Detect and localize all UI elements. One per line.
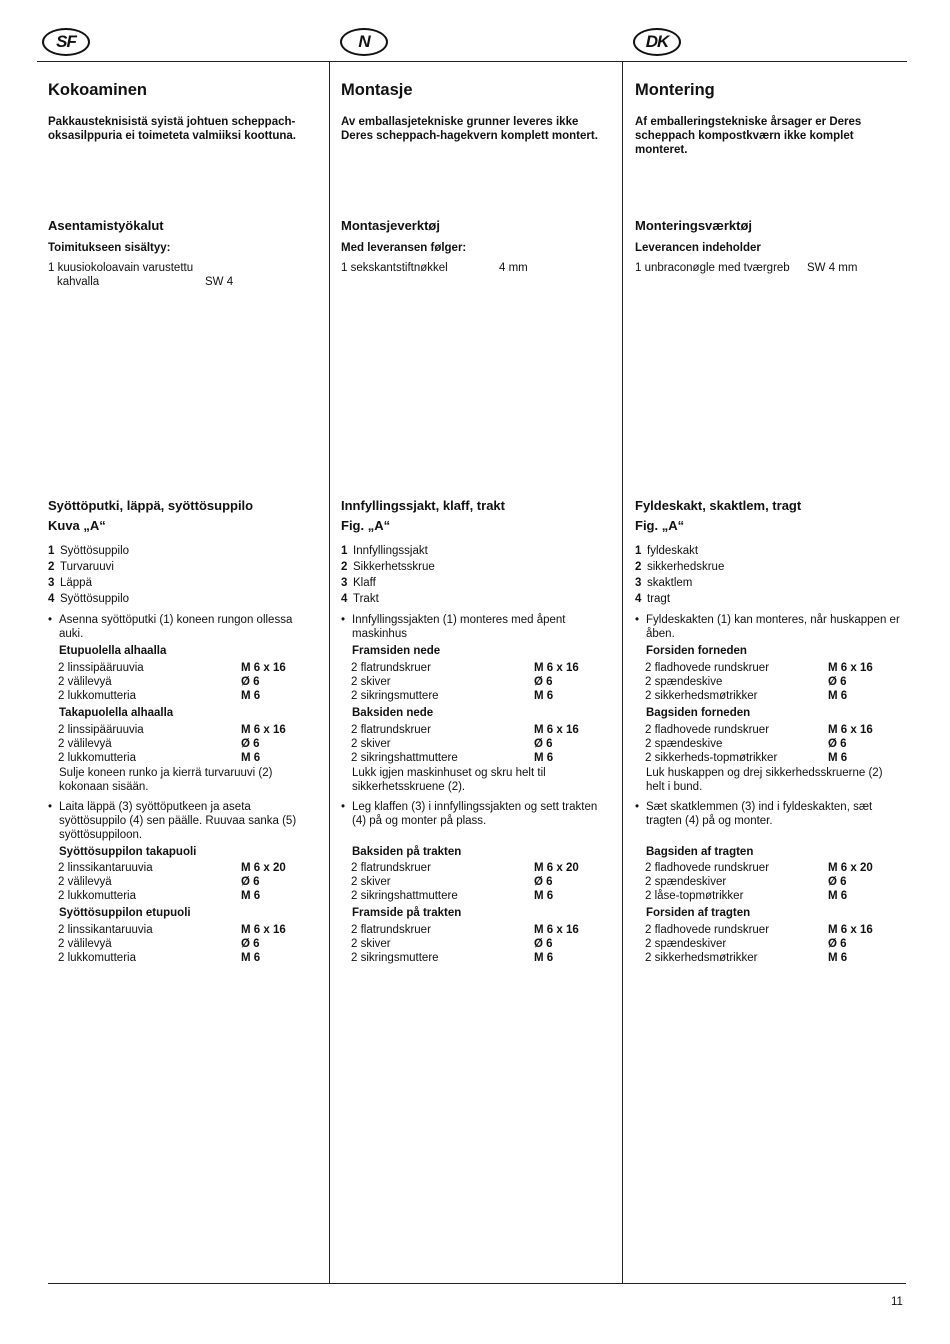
- spec-value: M 6 x 16: [534, 724, 579, 736]
- list-item: [341, 591, 435, 607]
- spec-row: [635, 923, 905, 937]
- spec-row: [635, 737, 905, 751]
- spec-row: [341, 723, 611, 737]
- bullet-dot: •: [635, 614, 640, 626]
- spec-row: [48, 951, 318, 965]
- spec-value: M 6 x 16: [241, 662, 286, 674]
- part-number: 2: [341, 561, 348, 573]
- instruction-text: Leg klaffen (3) i innfyllingssjakten og sett trakten (4) på og monter på plass.: [352, 801, 598, 827]
- spec-value: Ø 6: [241, 938, 260, 950]
- spec-row: [341, 889, 611, 903]
- language-column: [48, 0, 318, 1290]
- spec-row: [341, 875, 611, 889]
- tools-label: Med leveransen følger:: [341, 242, 467, 254]
- spec-value: Ø 6: [534, 938, 553, 950]
- spec-name: 2 linssikantaruuvia: [58, 924, 153, 936]
- group-heading: Forsiden af tragten: [646, 907, 751, 919]
- spec-name: 2 fladhovede rundskruer: [645, 662, 770, 674]
- spec-value: M 6: [828, 690, 848, 702]
- spec-row: [341, 937, 611, 951]
- spec-value: M 6 x 20: [241, 862, 286, 874]
- spec-name: 2 skiver: [351, 676, 391, 688]
- tools-heading: Montasjeverktøj: [341, 218, 440, 233]
- spec-name: 2 fladhovede rundskruer: [645, 724, 770, 736]
- part-name: Innfyllingssjakt: [353, 545, 428, 557]
- spec-name: 2 spændeskiver: [645, 876, 727, 888]
- intro-text: Av emballasjetekniske grunner leveres ikke Deres scheppach-hagekvern komplett montert.: [341, 116, 598, 142]
- note-text: Sulje koneen runko ja kierrä turvaruuvi (2) kokonaan sisään.: [59, 767, 273, 793]
- spec-row: [341, 751, 611, 765]
- list-item: [48, 559, 129, 575]
- list-item: [635, 559, 724, 575]
- tools-value: 4 mm: [499, 262, 528, 274]
- spec-value: Ø 6: [534, 738, 553, 750]
- spec-value: M 6: [241, 752, 261, 764]
- spec-name: 2 välilevyä: [58, 676, 112, 688]
- spec-row: [48, 923, 318, 937]
- spec-value: M 6: [534, 752, 554, 764]
- spec-name: 2 sikkerhedsmøtrikker: [645, 690, 758, 702]
- spec-value: Ø 6: [828, 876, 847, 888]
- instruction-text: Sæt skatklemmen (3) ind i fyldeskakten, sæt tragten (4) på og monter.: [646, 801, 873, 827]
- spec-row: [635, 689, 905, 703]
- instruction-text: Innfyllingssjakten (1) monteres med åpent maskinhus: [352, 614, 566, 640]
- page-number: 11: [891, 1296, 903, 1308]
- part-name: skaktlem: [647, 577, 693, 589]
- spec-row: [635, 875, 905, 889]
- group-heading: Framside på trakten: [352, 907, 462, 919]
- group-heading: Framsiden nede: [352, 645, 441, 657]
- spec-row: [635, 661, 905, 675]
- spec-name: 2 spændeskive: [645, 676, 723, 688]
- spec-row: [341, 951, 611, 965]
- part-name: Läppä: [60, 577, 92, 589]
- spec-row: [48, 689, 318, 703]
- spec-row: [341, 661, 611, 675]
- spec-name: 2 flatrundskruer: [351, 862, 431, 874]
- part-number: 1: [341, 545, 348, 557]
- spec-row: [341, 923, 611, 937]
- spec-name: 2 välilevyä: [58, 938, 112, 950]
- group-heading: Etupuolella alhaalla: [59, 645, 167, 657]
- spec-name: 2 lukkomutteria: [58, 752, 136, 764]
- list-item: [341, 543, 435, 559]
- spec-name: 2 fladhovede rundskruer: [645, 924, 770, 936]
- spec-name: 2 skiver: [351, 738, 391, 750]
- part-name: Syöttösuppilo: [60, 545, 130, 557]
- spec-row: [635, 723, 905, 737]
- spec-value: M 6: [241, 952, 261, 964]
- spec-row: [48, 723, 318, 737]
- part-name: tragt: [647, 593, 671, 605]
- spec-value: M 6 x 20: [828, 862, 873, 874]
- part-name: Turvaruuvi: [60, 561, 114, 573]
- spec-name: 2 sikringsmuttere: [351, 952, 439, 964]
- figure-label: Fig. „A“: [341, 518, 391, 533]
- spec-value: M 6: [241, 890, 261, 902]
- spec-name: 2 välilevyä: [58, 876, 112, 888]
- spec-row: [48, 875, 318, 889]
- bullet-dot: •: [48, 614, 53, 626]
- spec-name: 2 fladhovede rundskruer: [645, 862, 770, 874]
- part-name: fyldeskakt: [647, 545, 699, 557]
- list-item: [341, 575, 435, 591]
- bullet-dot: •: [341, 614, 346, 626]
- assembly-heading: Syöttöputki, läppä, syöttösuppilo: [48, 498, 254, 513]
- spec-name: 2 lukkomutteria: [58, 952, 136, 964]
- list-item: [48, 543, 129, 559]
- spec-value: M 6 x 16: [534, 662, 579, 674]
- spec-value: Ø 6: [241, 738, 260, 750]
- list-item: [48, 591, 129, 607]
- instruction-text: Laita läppä (3) syöttöputkeen ja aseta syöttösuppilo (4) sen päälle. Ruuvaa sanka (5) syöttösuppiloon.: [59, 801, 297, 841]
- spec-row: [341, 675, 611, 689]
- spec-value: M 6: [534, 890, 554, 902]
- spec-value: M 6 x 20: [534, 862, 579, 874]
- spec-row: [635, 937, 905, 951]
- instruction-text: Asenna syöttöputki (1) koneen rungon ollessa auki.: [59, 614, 293, 640]
- language-badge: SF: [42, 28, 90, 56]
- spec-value: M 6 x 16: [828, 924, 873, 936]
- spec-name: 2 låse-topmøtrikker: [645, 890, 744, 902]
- spec-row: [635, 951, 905, 965]
- spec-name: 2 spændeskiver: [645, 938, 727, 950]
- figure-label: Kuva „A“: [48, 518, 106, 533]
- list-item: [635, 575, 724, 591]
- part-name: sikkerhedskrue: [647, 561, 725, 573]
- spec-row: [48, 937, 318, 951]
- spec-name: 2 linssikantaruuvia: [58, 862, 153, 874]
- spec-value: Ø 6: [828, 676, 847, 688]
- spec-value: M 6 x 16: [241, 924, 286, 936]
- spec-value: Ø 6: [241, 876, 260, 888]
- spec-name: 2 skiver: [351, 876, 391, 888]
- spec-value: M 6 x 16: [534, 924, 579, 936]
- spec-name: 2 linssipääruuvia: [58, 724, 144, 736]
- spec-value: M 6: [241, 690, 261, 702]
- bullet-dot: •: [341, 801, 346, 813]
- tools-line: 1 sekskantstiftnøkkel: [341, 262, 448, 274]
- part-number: 4: [341, 593, 348, 605]
- language-column: [635, 0, 905, 1290]
- part-number: 4: [635, 593, 642, 605]
- part-number: 4: [48, 593, 55, 605]
- spec-row: [341, 737, 611, 751]
- part-name: Trakt: [353, 593, 379, 605]
- intro-text: Pakkausteknisistä syistä johtuen scheppach-oksasilppuria ei toimeteta valmiiksi koottuna.: [48, 116, 296, 142]
- section-heading: Kokoaminen: [48, 81, 148, 99]
- tools-line: 1 unbraconøgle med tværgreb: [635, 262, 790, 274]
- group-heading: Forsiden forneden: [646, 645, 747, 657]
- spec-row: [48, 889, 318, 903]
- part-number: 3: [635, 577, 642, 589]
- part-number: 2: [48, 561, 55, 573]
- spec-name: 2 sikringsmuttere: [351, 690, 439, 702]
- part-number: 3: [341, 577, 348, 589]
- tools-heading: Asentamistyökalut: [48, 218, 164, 233]
- tools-heading: Monteringsværktøj: [635, 218, 753, 233]
- list-item: [635, 591, 724, 607]
- part-number: 1: [635, 545, 642, 557]
- figure-label: Fig. „A“: [635, 518, 685, 533]
- part-number: 2: [635, 561, 642, 573]
- spec-value: M 6 x 16: [828, 724, 873, 736]
- language-badge: N: [340, 28, 388, 56]
- spec-name: 2 flatrundskruer: [351, 924, 431, 936]
- language-column: [341, 0, 611, 1290]
- spec-row: [48, 737, 318, 751]
- spec-name: 2 flatrundskruer: [351, 724, 431, 736]
- tools-line: 1 kuusiokoloavain varustettu: [48, 262, 194, 274]
- intro-text: Af emballeringstekniske årsager er Deres scheppach kompostkværn ikke komplet monteret.: [635, 116, 862, 156]
- spec-name: 2 lukkomutteria: [58, 690, 136, 702]
- assembly-heading: Innfyllingssjakt, klaff, trakt: [341, 498, 505, 513]
- spec-value: M 6: [534, 952, 554, 964]
- spec-row: [48, 661, 318, 675]
- language-badge: DK: [633, 28, 681, 56]
- spec-name: 2 linssipääruuvia: [58, 662, 144, 674]
- part-number: 1: [48, 545, 55, 557]
- spec-row: [635, 675, 905, 689]
- note-text: Luk huskappen og drej sikkerhedsskruerne (2) helt i bund.: [646, 767, 883, 793]
- spec-value: M 6: [828, 952, 848, 964]
- spec-value: Ø 6: [241, 676, 260, 688]
- spec-row: [48, 751, 318, 765]
- group-heading: Takapuolella alhaalla: [59, 707, 174, 719]
- tools-label: Toimitukseen sisältyy:: [48, 242, 171, 254]
- spec-row: [48, 861, 318, 875]
- spec-value: Ø 6: [534, 876, 553, 888]
- tools-label: Leverancen indeholder: [635, 242, 761, 254]
- tools-value: SW 4 mm: [807, 262, 858, 274]
- spec-name: 2 skiver: [351, 938, 391, 950]
- spec-name: 2 välilevyä: [58, 738, 112, 750]
- part-name: Klaff: [353, 577, 376, 589]
- spec-name: 2 sikkerheds-topmøtrikker: [645, 752, 778, 764]
- note-text: Lukk igjen maskinhuset og skru helt til sikkerhetsskruene (2).: [352, 767, 546, 793]
- group-heading: Bagsiden af tragten: [646, 846, 754, 858]
- part-name: Syöttösuppilo: [60, 593, 130, 605]
- tools-value: SW 4: [205, 276, 234, 288]
- spec-name: 2 spændeskive: [645, 738, 723, 750]
- spec-name: 2 sikringshattmuttere: [351, 890, 458, 902]
- column-divider: [329, 61, 330, 1283]
- parts-list: [48, 543, 129, 607]
- spec-row: [635, 861, 905, 875]
- section-heading: Montering: [635, 81, 715, 99]
- spec-row: [635, 751, 905, 765]
- spec-value: Ø 6: [534, 676, 553, 688]
- group-heading: Bagsiden forneden: [646, 707, 751, 719]
- spec-row: [341, 689, 611, 703]
- parts-list: [341, 543, 435, 607]
- list-item: [48, 575, 129, 591]
- spec-value: M 6 x 16: [828, 662, 873, 674]
- list-item: [341, 559, 435, 575]
- column-divider: [622, 61, 623, 1283]
- spec-name: 2 flatrundskruer: [351, 662, 431, 674]
- list-item: [635, 543, 724, 559]
- spec-name: 2 sikkerhedsmøtrikker: [645, 952, 758, 964]
- part-name: Sikkerhetsskrue: [353, 561, 435, 573]
- spec-value: Ø 6: [828, 938, 847, 950]
- spec-value: M 6: [534, 690, 554, 702]
- group-heading: Syöttösuppilon etupuoli: [59, 907, 191, 919]
- spec-row: [341, 861, 611, 875]
- spec-value: M 6: [828, 752, 848, 764]
- instruction-text: Fyldeskakten (1) kan monteres, når huskappen er åben.: [646, 614, 900, 640]
- part-number: 3: [48, 577, 55, 589]
- group-heading: Syöttösuppilon takapuoli: [59, 846, 197, 858]
- assembly-heading: Fyldeskakt, skaktlem, tragt: [635, 498, 802, 513]
- spec-value: M 6 x 16: [241, 724, 286, 736]
- bullet-dot: •: [48, 801, 53, 813]
- spec-value: M 6: [828, 890, 848, 902]
- bullet-dot: •: [635, 801, 640, 813]
- group-heading: Baksiden nede: [352, 707, 434, 719]
- tools-line: kahvalla: [57, 276, 100, 288]
- parts-list: [635, 543, 724, 607]
- spec-row: [48, 675, 318, 689]
- spec-name: 2 sikringshattmuttere: [351, 752, 458, 764]
- spec-row: [635, 889, 905, 903]
- group-heading: Baksiden på trakten: [352, 846, 462, 858]
- spec-value: Ø 6: [828, 738, 847, 750]
- section-heading: Montasje: [341, 81, 413, 99]
- spec-name: 2 lukkomutteria: [58, 890, 136, 902]
